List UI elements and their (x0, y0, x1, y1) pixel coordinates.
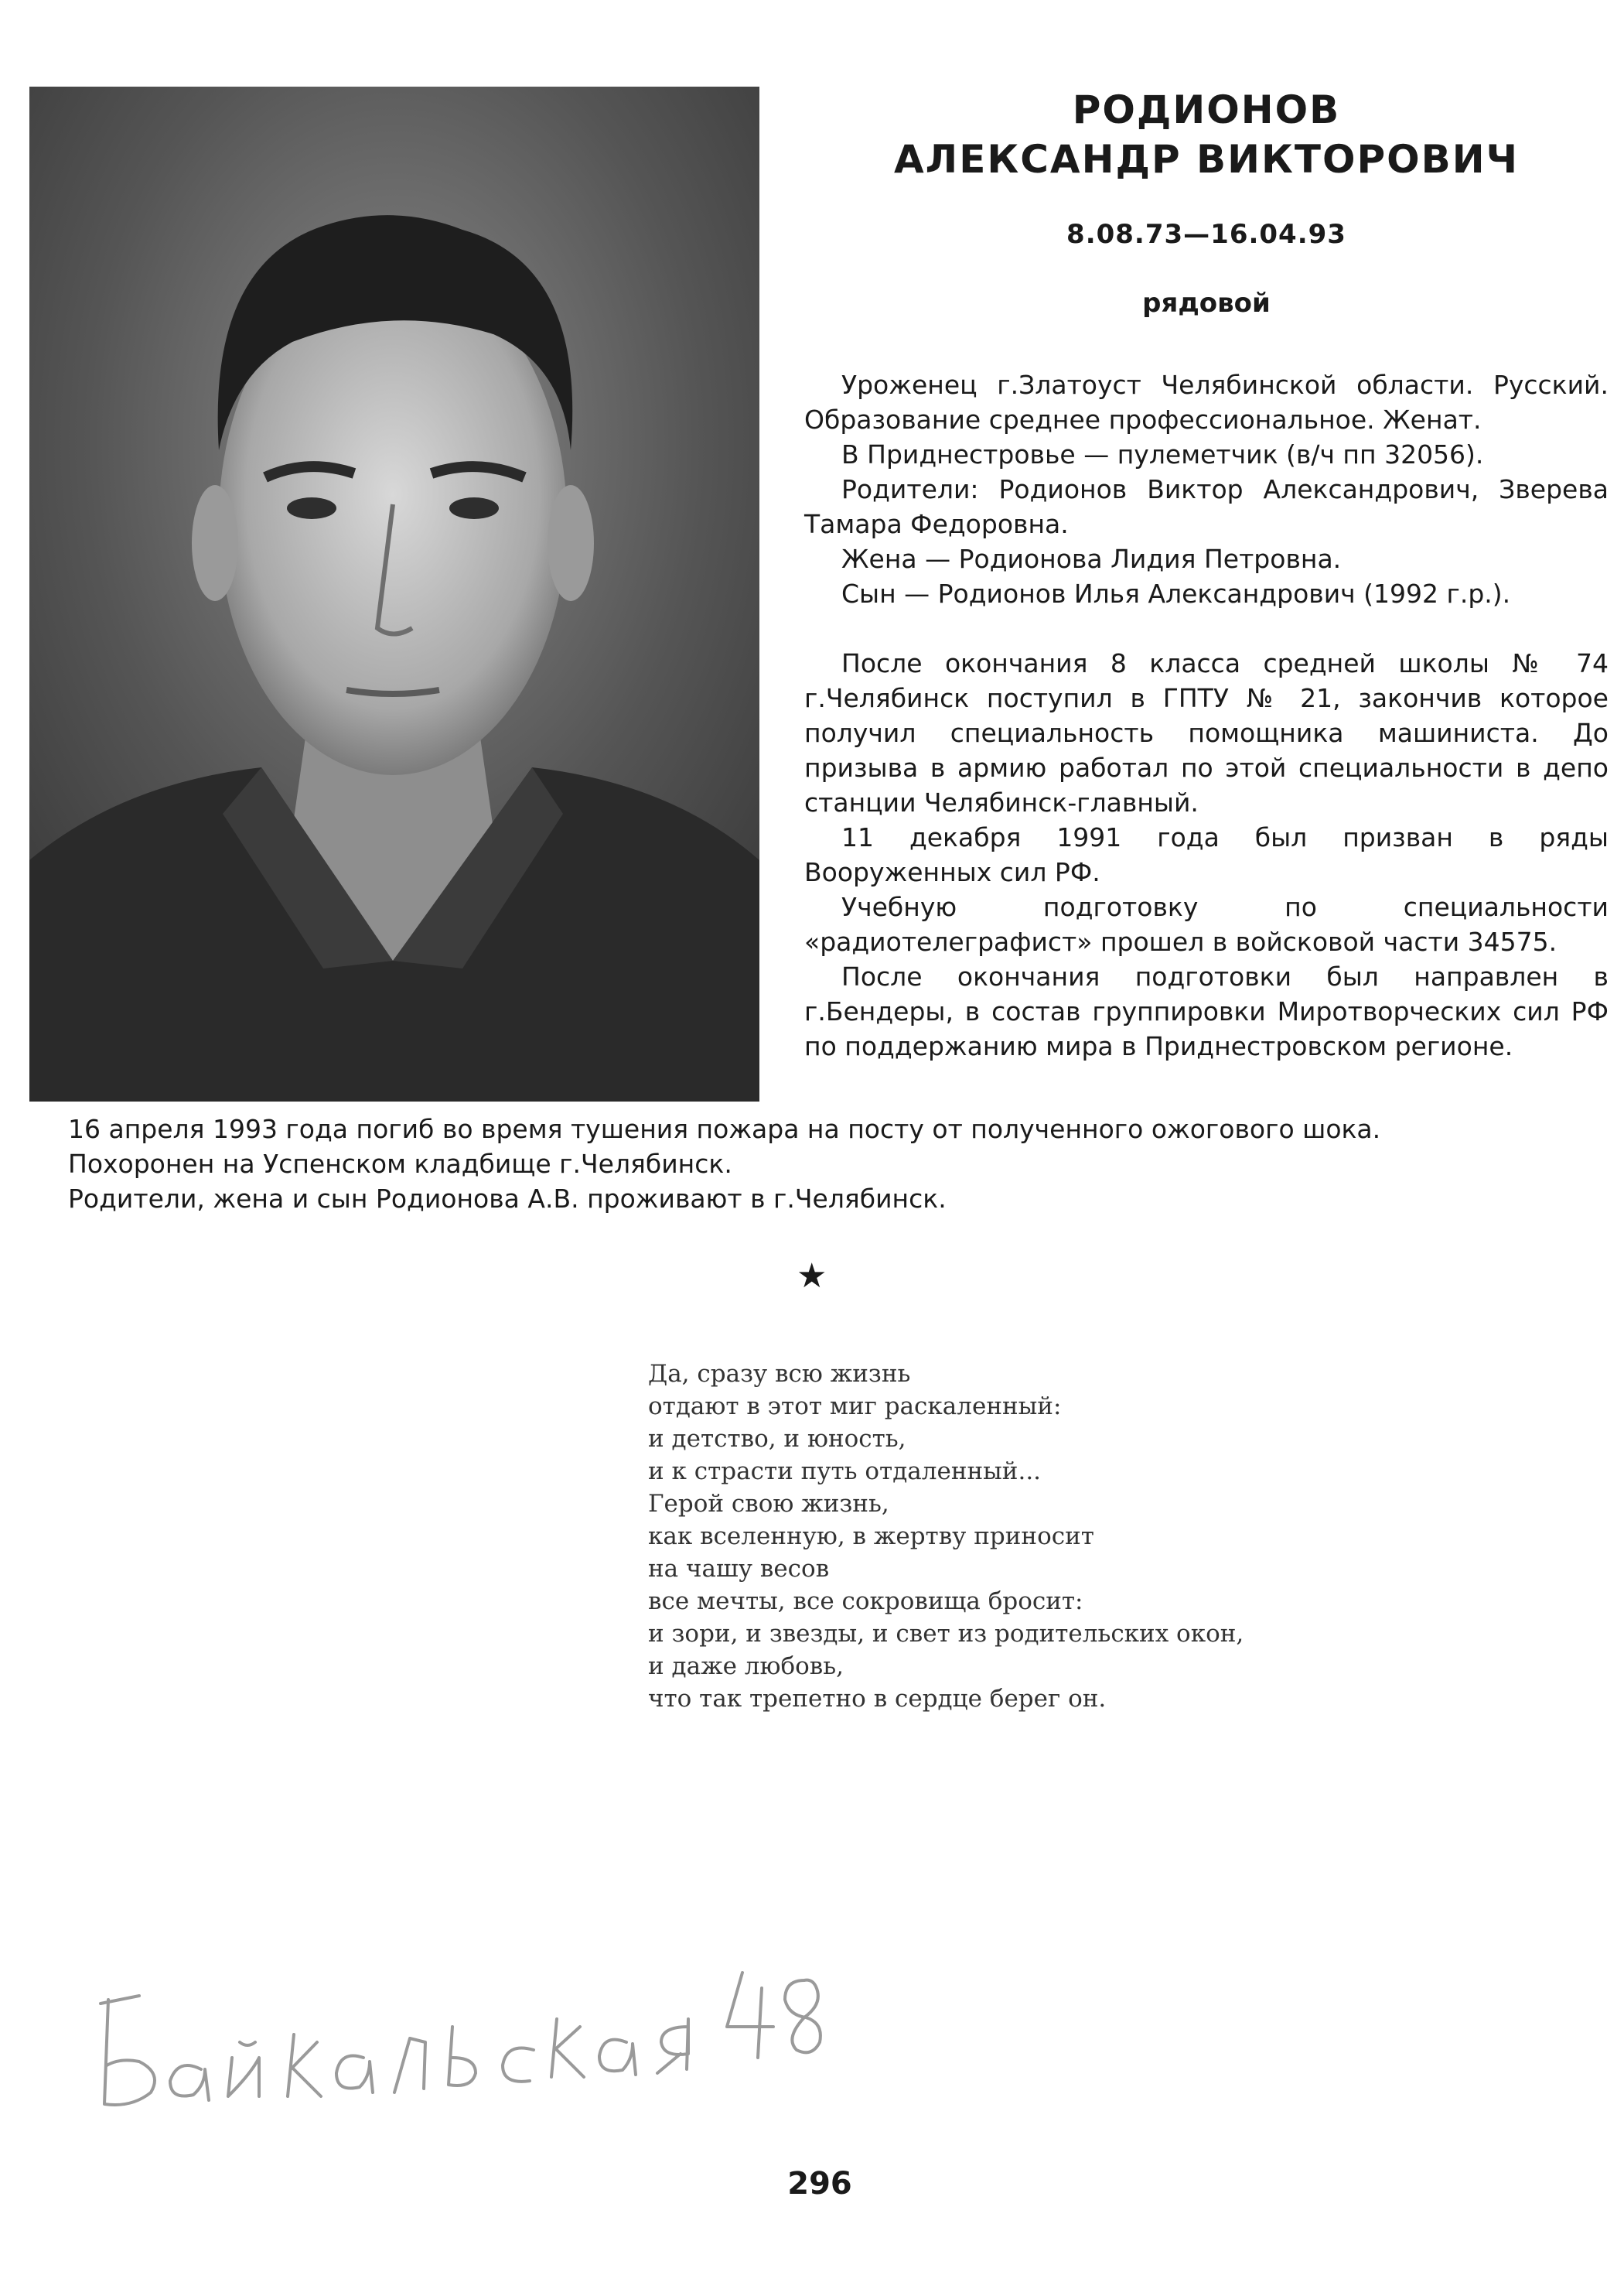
poem-line: на чашу весов (648, 1555, 830, 1583)
biography (804, 367, 1609, 1064)
star-divider-icon: ★ (797, 1256, 827, 1296)
biography-full-width (68, 1112, 1607, 1216)
bio-line: Похоронен на Успенском кладбище г.Челябинск. (68, 1149, 732, 1179)
military-rank: рядовой (1142, 288, 1271, 319)
bio-paragraph: Сын — Родионов Илья Александрович (1992 г.р.). (841, 579, 1511, 609)
poem-line: и зори, и звезды, и свет из родительских окон, (648, 1620, 1244, 1648)
bio-paragraph: Учебную подготовку по специальности «радиотелеграфист» прошел в войсковой части 34575. (804, 892, 1609, 957)
handwriting-scribble (85, 1942, 827, 2120)
poem-line: отдают в этот миг раскаленный: (648, 1392, 1062, 1420)
bio-paragraph: После окончания 8 класса средней школы № 74 г.Челябинск поступил в ГПТУ № 21, закончив которое получил специальность помощника машиниста. До призыва в армию работал по этой специальности в депо станции Челябинск-главный. (804, 648, 1609, 818)
poem-line: Герой свою жизнь, (648, 1490, 889, 1518)
name-header (804, 85, 1609, 184)
handwritten-note (85, 1942, 827, 2120)
bio-line: Родители, жена и сын Родионова А.В. проживают в г.Челябинск. (68, 1184, 947, 1214)
bio-paragraph: После окончания подготовки был направлен в г.Бендеры, в состав группировки Миротворческих сил РФ по поддержанию мира в Приднестровском регионе. (804, 962, 1609, 1061)
given-names: АЛЕКСАНДР ВИКТОРОВИЧ (893, 137, 1520, 182)
bio-paragraph: 11 декабря 1991 года был призван в ряды Вооруженных сил РФ. (804, 822, 1609, 887)
page-number: 296 (787, 2166, 852, 2202)
poem-line: Да, сразу всю жизнь (648, 1360, 911, 1388)
poem-line: и даже любовь, (648, 1652, 844, 1680)
bio-paragraph: Родители: Родионов Виктор Александрович, Зверева Тамара Федоровна. (804, 474, 1609, 539)
poem-line: что так трепетно в сердце берег он. (648, 1685, 1107, 1713)
poem-line: и детство, и юность, (648, 1425, 906, 1453)
portrait-illustration (29, 87, 759, 1102)
bio-line: 16 апреля 1993 года погиб во время тушения пожара на посту от полученного ожогового шока. (68, 1114, 1381, 1144)
poem-line: и к страсти путь отдаленный... (648, 1457, 1042, 1485)
bio-paragraph: Жена — Родионова Лидия Петровна. (841, 544, 1342, 574)
portrait-photo (29, 87, 759, 1102)
poem-line: все мечты, все сокровища бросит: (648, 1587, 1083, 1615)
paragraph-gap (804, 611, 1609, 646)
surname: РОДИОНОВ (1072, 87, 1341, 132)
life-dates: 8.08.73—16.04.93 (1066, 219, 1346, 250)
poem (648, 1358, 1244, 1715)
poem-line: как вселенную, в жертву приносит (648, 1522, 1094, 1550)
bio-paragraph: В Приднестровье — пулеметчик (в/ч пп 32056). (841, 439, 1484, 470)
bio-paragraph: Уроженец г.Златоуст Челябинской области. Русский. Образование среднее профессиональное. Женат. (804, 370, 1609, 435)
